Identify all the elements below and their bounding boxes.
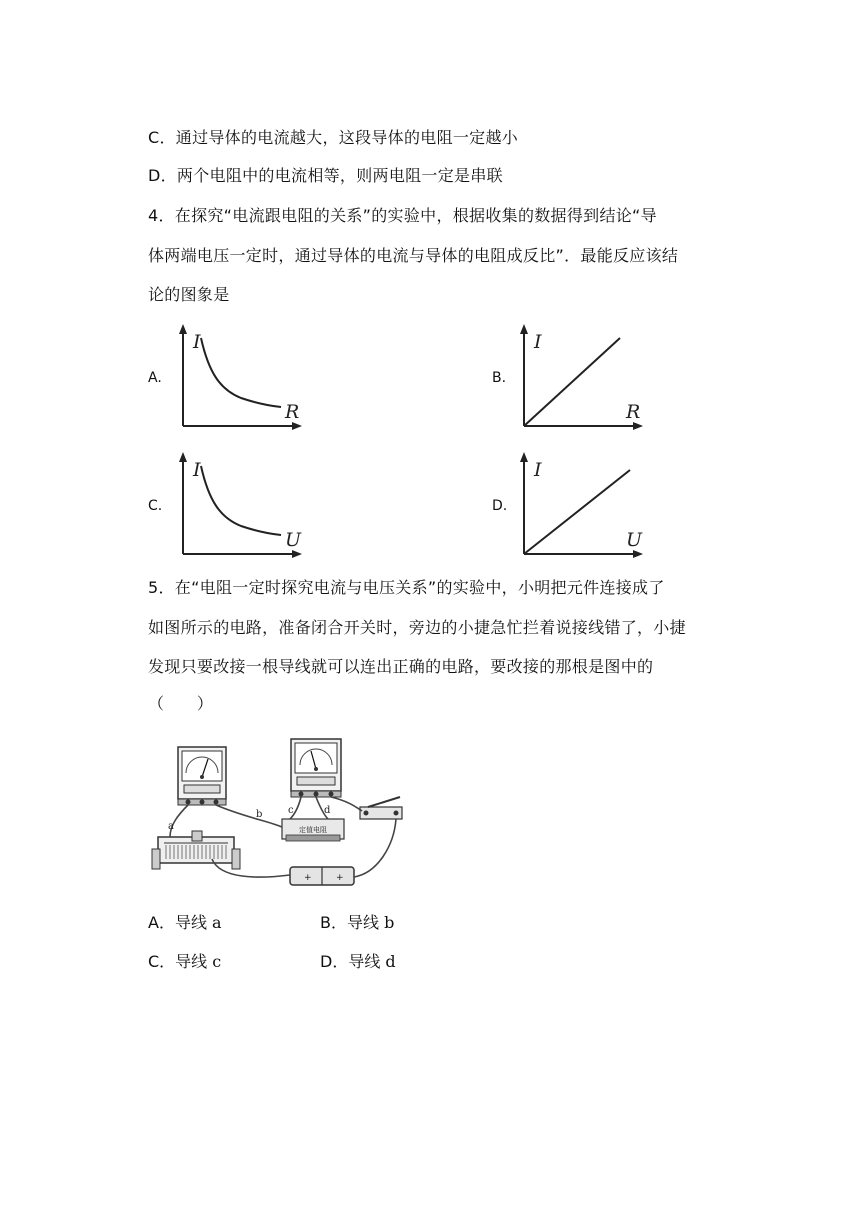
x-axis-label: U	[285, 529, 302, 551]
answer-wire: d	[385, 952, 396, 971]
wire-label-d: d	[324, 805, 331, 816]
x-axis-label: R	[285, 401, 300, 423]
q4-option-c-label: C.	[148, 498, 163, 514]
y-axis-label: I	[193, 459, 201, 481]
answer-wire: a	[212, 913, 222, 932]
q5-answer-c	[148, 952, 221, 972]
q5-stem-line-2: 如图所示的电路，准备闭合开关时，旁边的小捷急忙拦着说接线错了，小捷	[148, 618, 686, 637]
q5-answer-b	[320, 913, 394, 933]
q5-stem-line-1: 5．在“电阻一定时探究电流与电压关系”的实验中，小明把元件连接成了	[148, 578, 665, 597]
fixed-resistor-icon	[282, 819, 344, 841]
q5-stem-line-4: （ ）	[148, 694, 214, 713]
ammeter-icon	[178, 747, 226, 805]
resistor-label: 定值电阻	[299, 826, 327, 834]
wire-label-b: b	[256, 809, 263, 820]
rheostat-icon	[152, 831, 240, 869]
q4-stem-line-3: 论的图象是	[148, 285, 230, 304]
circuit-diagram	[148, 733, 411, 890]
svg-text:+: +	[336, 873, 344, 883]
q3-option-c: C．通过导体的电流越大，这段导体的电阻一定越小	[148, 128, 519, 147]
q4-option-b-label: B.	[492, 370, 507, 386]
q5-answer-d	[320, 952, 396, 972]
x-axis-label: R	[626, 401, 641, 423]
answer-prefix: C．导线	[148, 952, 208, 971]
answer-wire: b	[384, 913, 395, 932]
q4-option-a-graph	[175, 322, 305, 432]
battery-icon	[290, 867, 354, 885]
q3-option-d: D．两个电阻中的电流相等，则两电阻一定是串联	[148, 166, 503, 185]
y-axis-label: I	[534, 331, 542, 353]
q4-option-d-label: D.	[492, 498, 508, 514]
q5-answer-a	[148, 913, 222, 933]
answer-prefix: A．导线	[148, 913, 207, 932]
q4-option-c-graph	[175, 450, 305, 560]
answer-wire: c	[212, 952, 222, 971]
answer-prefix: D．导线	[320, 952, 381, 971]
q4-stem-line-2: 体两端电压一定时，通过导体的电流与导体的电阻成反比”．最能反应该结	[148, 246, 679, 265]
q4-option-d-graph	[516, 450, 646, 560]
wire-label-c: c	[288, 805, 294, 816]
voltmeter-icon	[291, 739, 341, 797]
q5-stem-line-3: 发现只要改接一根导线就可以连出正确的电路，要改接的那根是图中的	[148, 657, 654, 676]
q4-stem-line-1: 4．在探究“电流跟电阻的关系”的实验中，根据收集的数据得到结论“导	[148, 206, 657, 225]
svg-text:+: +	[304, 873, 312, 883]
x-axis-label: U	[626, 529, 643, 551]
answer-prefix: B．导线	[320, 913, 379, 932]
q4-option-b-graph	[516, 322, 646, 432]
y-axis-label: I	[534, 459, 542, 481]
wire-label-a: a	[168, 821, 174, 832]
q4-option-a-label: A.	[148, 370, 162, 386]
y-axis-label: I	[193, 331, 201, 353]
